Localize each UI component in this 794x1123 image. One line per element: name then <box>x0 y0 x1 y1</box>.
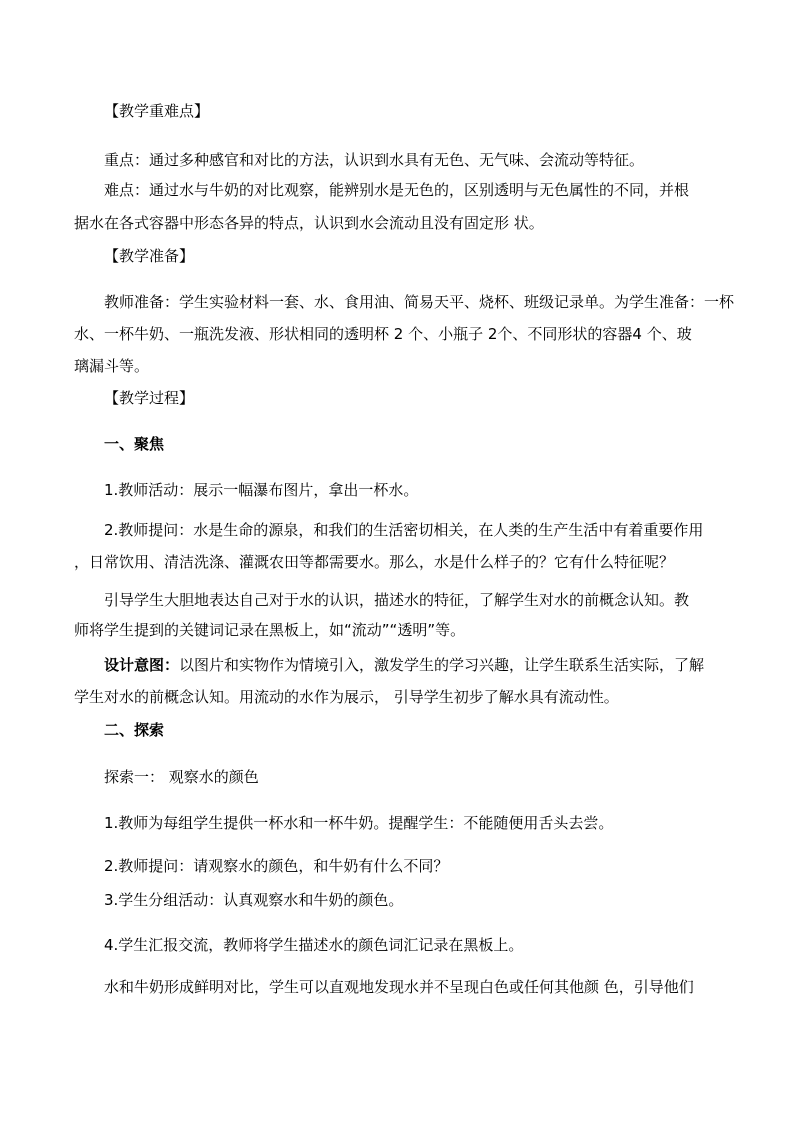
difficulty-paragraph-line2: 据水在各式容器中形态各异的特点，认识到水会流动且没有固定形 状。 <box>74 214 544 232</box>
design-intent-label: 设计意图： <box>104 656 180 674</box>
part1-guide-line1: 引导学生大胆地表达自己对于水的认识，描述水的特征，了解学生对水的前概念认知。教 <box>104 591 690 609</box>
preparation-line3: 璃漏斗等。 <box>74 357 150 375</box>
part1-guide-line2: 师将学生提到的关键词记录在黑板上，如“流动”“透明”等。 <box>74 621 466 639</box>
part1-title: 一、聚焦 <box>104 435 165 453</box>
design-intent-text: 以图片和实物作为情境引入，激发学生的学习兴趣，让学生联系生活实际，了解 <box>179 656 705 674</box>
part1-step2-line2: ，日常饮用、清洁洗涤、灌溉农田等都需要水。那么，水是什么样子的？它有什么特征呢？ <box>74 553 675 571</box>
explore1-step2: 2.教师提问：请观察水的颜色，和牛奶有什么不同？ <box>104 857 449 875</box>
explore1-step1: 1.教师为每组学生提供一杯水和一杯牛奶。提醒学生：不能随便用舌头去尝。 <box>104 814 614 832</box>
part2-title: 二、探索 <box>104 721 165 739</box>
explore1-title: 探索一： 观察水的颜色 <box>104 768 259 786</box>
explore1-step4: 4.学生汇报交流，教师将学生描述水的颜色词汇记录在黑板上。 <box>104 936 524 954</box>
difficulty-paragraph-line1: 难点：通过水与牛奶的对比观察，能辨别水是无色的，区别透明与无色属性的不同，并根 <box>104 181 690 199</box>
explore1-summary-line1: 水和牛奶形成鲜明对比，学生可以直观地发现水并不呈现白色或任何其他颜 色，引导他们 <box>104 978 694 996</box>
preparation-line1: 教师准备：学生实验材料一套、水、食用油、简易天平、烧杯、班级记录单。为学生准备：一杯 <box>104 293 735 311</box>
preparation-line2: 水、一杯牛奶、一瓶洗发液、形状相同的透明杯 2 个、小瓶子 2个、不同形状的容器4 个、玻 <box>74 325 692 343</box>
explore1-step3: 3.学生分组活动：认真观察水和牛奶的颜色。 <box>104 891 404 909</box>
part1-step2-line1: 2.教师提问：水是生命的源泉，和我们的生活密切相关，在人类的生产生活中有着重要作用 <box>104 521 704 539</box>
design-intent-line2: 学生对水的前概念认知。用流动的水作为展示， 引导学生初步了解水具有流动性。 <box>74 688 619 706</box>
focus-paragraph: 重点：通过多种感官和对比的方法，认识到水具有无色、无气味、会流动等特征。 <box>104 151 645 169</box>
design-intent-line1 <box>104 655 704 675</box>
heading-process: 【教学过程】 <box>104 389 195 407</box>
heading-preparation: 【教学准备】 <box>104 247 195 265</box>
heading-key-points: 【教学重难点】 <box>104 102 210 120</box>
part1-step1: 1.教师活动：展示一幅瀑布图片，拿出一杯水。 <box>104 481 419 499</box>
